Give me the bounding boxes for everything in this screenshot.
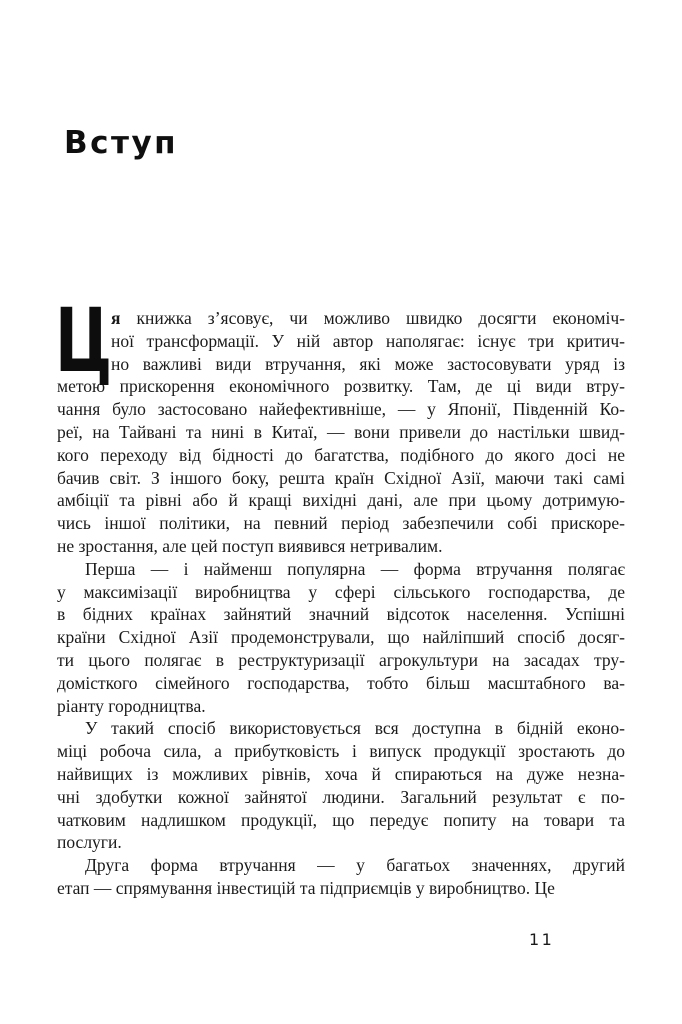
page-number: 11 — [529, 930, 555, 949]
paragraph — [57, 717, 625, 854]
text-line: У такий спосіб використовується вся доступна в бідній еконо- — [85, 718, 625, 739]
text-line: країни Східної Азії продемонстрували, що найліпший спосіб досяг- — [57, 627, 625, 648]
text-line: но важливі види втручання, які може застосовувати уряд із — [111, 353, 625, 374]
text-line: бачив світ. З іншого боку, решта країн Східної Азії, маючи такі самі — [57, 467, 625, 488]
text-line: метою прискорення економічного розвитку. Там, де ці види втру- — [57, 376, 625, 397]
text-line: етап — спрямування інвестицій та підприємців у виробництво. Це — [57, 877, 555, 898]
bold-lead: я — [111, 308, 121, 328]
text-line: міці робоча сила, а прибутковість і випуск продукції зростають до — [57, 741, 625, 762]
text-line: домісткого сімейного господарства, тобто більш масштабного ва- — [57, 672, 625, 693]
chapter-title: Вступ — [64, 125, 179, 161]
text-line: ної трансформації. У ній автор наполягає: існує три критич- — [111, 330, 625, 351]
text-line: Друга форма втручання — у багатьох значеннях, другий — [85, 855, 625, 876]
drop-cap — [55, 289, 113, 392]
paragraph — [55, 289, 625, 558]
paragraph — [57, 558, 625, 718]
text-line: не зростання, але цей поступ виявився нетривалим. — [57, 535, 443, 556]
text-line: Перша — і найменш популярна — форма втручання полягає — [85, 558, 625, 579]
text-line: чання було застосовано найефективніше, — у Японії, Південній Ко- — [57, 399, 625, 420]
text-line: чні здобутки кожної зайнятої людини. Загальний результат є по- — [57, 786, 625, 807]
text-line: чатковим надлишком продукції, що передує попиту на товари та — [57, 809, 625, 830]
text-line: в бідних країнах зайнятий значний відсоток населення. Успішні — [57, 604, 625, 625]
text-line: амбіції та рівні або й кращі вихідні дані, але при цьому дотримую- — [57, 490, 625, 511]
text-line: послуги. — [57, 832, 122, 853]
body-text — [55, 289, 625, 900]
text-line: ріанту городництва. — [57, 695, 206, 716]
text-line: кого переходу від бідності до багатства, подібного до якого досі не — [57, 444, 625, 465]
drop-cap-letter: Ц — [55, 289, 113, 392]
paragraph — [57, 854, 625, 900]
text-line: реї, на Тайвані та нині в Китаї, — вони привели до настільки швид- — [57, 421, 625, 442]
text-line: я книжка з’ясовує, чи можливо швидко досягти економіч- — [111, 308, 625, 328]
text-line: у максимізації виробництва у сфері сільського господарства, де — [57, 581, 625, 602]
text-line: ти цього полягає в реструктуризації агрокультури на засадах тру- — [57, 649, 625, 670]
text-line: чись іншої політики, на певний період забезпечили собі прискоре- — [57, 513, 625, 534]
text-line: найвищих із можливих рівнів, хоча й спираються на дуже незна- — [57, 763, 625, 784]
